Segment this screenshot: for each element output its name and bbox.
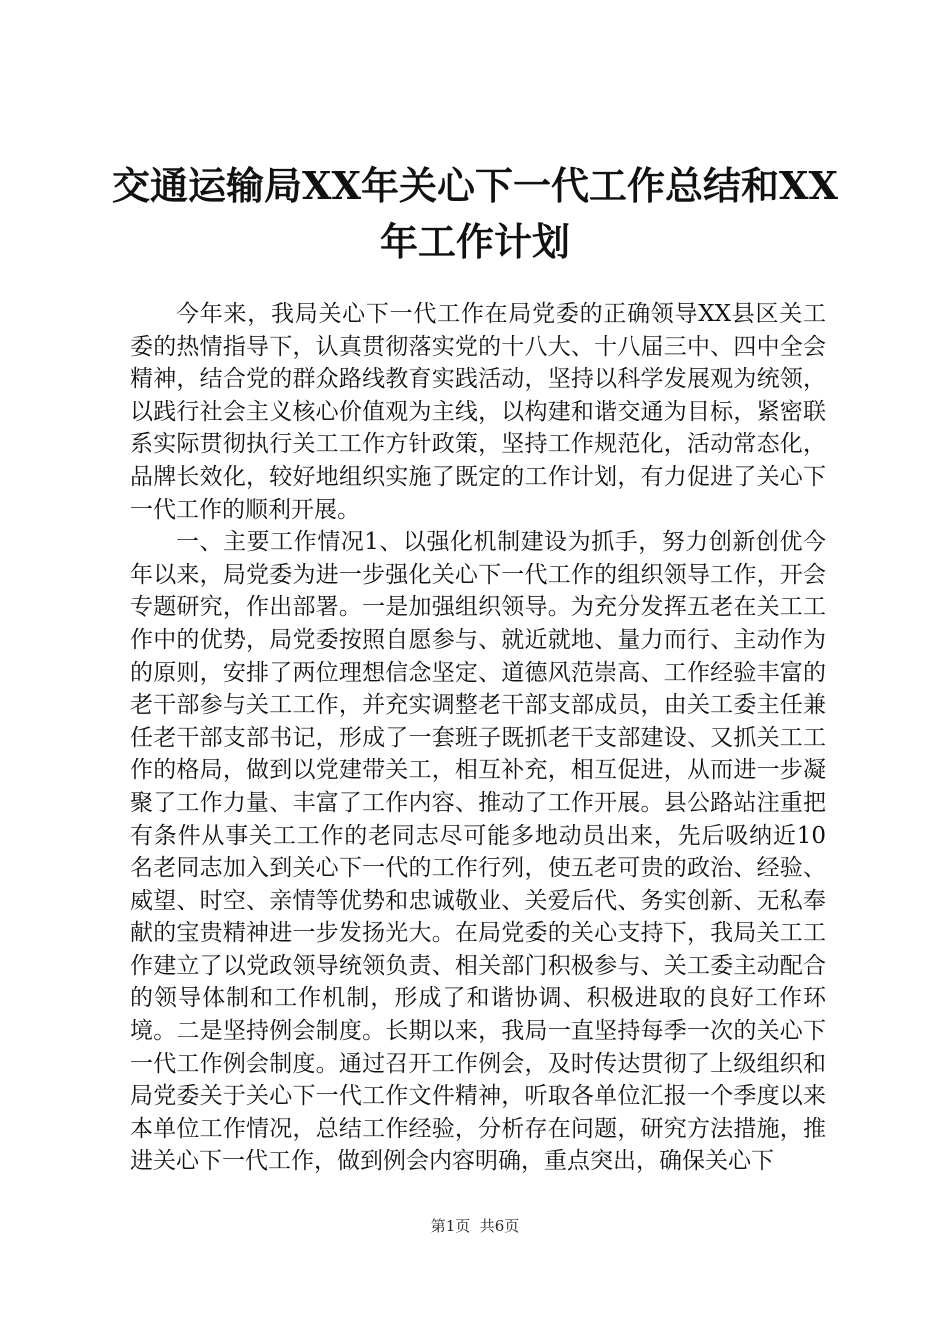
page-footer <box>0 1216 950 1236</box>
body-paragraph: 一、主要工作情况1、以强化机制建设为抓手，努力创新创优今年以来，局党委为进一步强化关心下一代工作的组织领导工作，开会专题研究，作出部署。一是加强组织领导。为充分发挥五老在关工工作中的优势，局党委按照自愿参与、就近就地、量力而行、主动作为的原则，安排了两位理想信念坚定、道德风范崇高、工作经验丰富的老干部参与关工工作，并充实调整老干部支部成员，由关工委主任兼任老干部支部书记，形成了一套班子既抓老干支部建设、又抓关工工作的格局，做到以党建带关工，相互补充，相互促进，从而进一步凝聚了工作力量、丰富了工作内容、推动了工作开展。县公路站注重把有条件从事关工工作的老同志尽可能多地动员出来，先后吸纳近10名老同志加入到关心下一代的工作行列，使五老可贵的政治、经验、威望、时空、亲情等优势和忠诚敬业、关爱后代、务实创新、无私奉献的宝贵精神进一步发扬光大。在局党委的关心支持下，我局关工工作建立了以党政领导统领负责、相关部门积极参与、关工委主动配合的领导体制和工作机制，形成了和谐协调、积极进取的良好工作环境。二是坚持例会制度。长期以来，我局一直坚持每季一次的关心下一代工作例会制度。通过召开工作例会，及时传达贯彻了上级组织和局党委关于关心下一代工作文件精神，听取各单位汇报一个季度以来本单位工作情况，总结工作经验，分析存在问题，研究方法措施，推进关心下一代工作，做到例会内容明确，重点突出，确保关心下 <box>130 529 826 1175</box>
page-number: 第1页 共6页 <box>430 1217 520 1235</box>
document-title: 交通运输局XX年关心下一代工作总结和XX年工作计划 <box>112 163 838 264</box>
document-body <box>130 298 826 1178</box>
body-paragraph: 今年来，我局关心下一代工作在局党委的正确领导XX县区关工委的热情指导下，认真贯彻落实党的十八大、十八届三中、四中全会精神，结合党的群众路线教育实践活动，坚持以科学发展观为统领，以践行社会主义核心价值观为主线，以构建和谐交通为目标，紧密联系实际贯彻执行关工工作方针政策，坚持工作规范化，活动常态化，品牌长效化，较好地组织实施了既定的工作计划，有力促进了关心下一代工作的顺利开展。 <box>130 301 826 523</box>
